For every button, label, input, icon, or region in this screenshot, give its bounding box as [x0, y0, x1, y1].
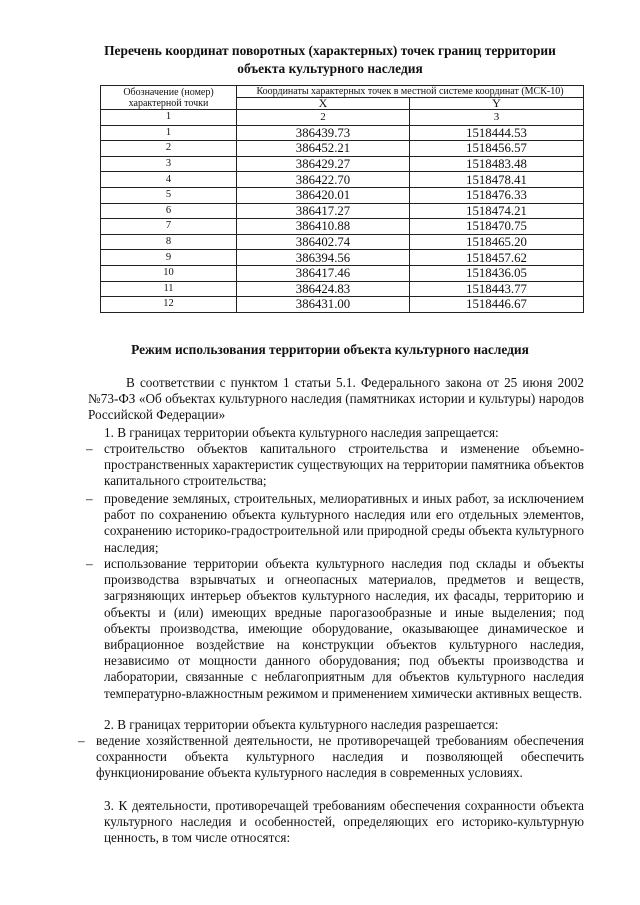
- y-coordinate: 1518444.53: [410, 125, 584, 141]
- point-number: 11: [101, 281, 237, 297]
- point-number: 12: [101, 297, 237, 313]
- y-coordinate: 1518478.41: [410, 172, 584, 188]
- item-1-heading: 1. В границах территории объекта культурного наследия запрещается:: [104, 425, 499, 440]
- point-number: 7: [101, 219, 237, 235]
- dash-marker: –: [86, 441, 93, 456]
- x-coordinate: 386420.01: [237, 187, 410, 203]
- table-row: [101, 172, 584, 188]
- index-cell: 1: [101, 110, 237, 126]
- point-number: 5: [101, 187, 237, 203]
- point-number: 3: [101, 156, 237, 172]
- dash-marker: –: [86, 491, 93, 506]
- y-coordinate: 1518457.62: [410, 250, 584, 266]
- point-number: 8: [101, 234, 237, 250]
- y-coordinate: 1518446.67: [410, 297, 584, 313]
- y-coordinate: 1518474.21: [410, 203, 584, 219]
- item-3-paragraph: 3. К деятельности, противоречащей требованиям обеспечения сохранности объекта культурного наследия и особенностей, определяющих его историко-культурную ценность, в том числе относятся:: [104, 798, 584, 846]
- dash-marker: –: [86, 556, 93, 571]
- x-coordinate: 386417.27: [237, 203, 410, 219]
- point-number: 9: [101, 250, 237, 266]
- x-coordinate: 386417.46: [237, 265, 410, 281]
- y-coordinate: 1518436.05: [410, 265, 584, 281]
- table-row: [101, 265, 584, 281]
- y-coordinate: 1518465.20: [410, 234, 584, 250]
- x-coordinate: 386424.83: [237, 281, 410, 297]
- x-coordinate: 386394.56: [237, 250, 410, 266]
- x-coordinate: 386439.73: [237, 125, 410, 141]
- prohibited-bullet: использование территории объекта культурного наследия под склады и объекты производства взрывчатых и огнеопасных материалов, предметов и веществ, загрязняющих интерьер объектов культурного наследия, их фасады, территорию и объекты и (или) имеющих вредные парогазообразные и иные выделения; под объекты производства, имеющие оборудование, оказывающее динамическое и вибрационное воздействие на конструкции объектов культурного наследия, независимо от мощности данного оборудования; под объекты производства и лаборатории, связанные с неблагоприятным для объектов культурного наследия температурно-влажностным режимом и применением химически активных веществ.: [104, 556, 584, 701]
- y-coordinate: 1518470.75: [410, 219, 584, 235]
- prohibited-bullet: проведение земляных, строительных, мелиоративных и иных работ, за исключением работ по сохранению объекта культурного наследия или его отдельных элементов, сохранению историко-градостроительной или природной среды объекта культурного наследия;: [104, 491, 584, 555]
- intro-text: В соответствии с пунктом 1 статьи 5.1. Федерального закона от 25 июня 2002 №73-ФЗ «Об объектах культурного наследия (памятниках истории и культуры) народов Российской Федерации»: [88, 375, 584, 423]
- dash-marker: –: [78, 733, 85, 748]
- table-row: [101, 297, 584, 313]
- table-row: [101, 203, 584, 219]
- y-coordinate: 1518476.33: [410, 187, 584, 203]
- table-row: [101, 281, 584, 297]
- x-coordinate: 386429.27: [237, 156, 410, 172]
- permitted-bullet: ведение хозяйственной деятельности, не противоречащей требованиям обеспечения сохранности объекта культурного наследия и позволяющей обеспечить функционирование объекта культурного наследия в современных условиях.: [96, 733, 584, 781]
- coordinates-table: [100, 85, 584, 313]
- header-y-cell: Y: [410, 98, 584, 110]
- table-row: [101, 187, 584, 203]
- table-row: [101, 125, 584, 141]
- document-title: [60, 42, 600, 78]
- table-row: [101, 141, 584, 157]
- y-coordinate: 1518443.77: [410, 281, 584, 297]
- point-number: 6: [101, 203, 237, 219]
- point-number: 10: [101, 265, 237, 281]
- x-coordinate: 386431.00: [237, 297, 410, 313]
- point-number: 2: [101, 141, 237, 157]
- intro-paragraph: [88, 375, 584, 424]
- y-coordinate: 1518483.48: [410, 156, 584, 172]
- title-line-1: Перечень координат поворотных (характерных) точек границ территории: [104, 43, 556, 58]
- table-row: [101, 250, 584, 266]
- x-coordinate: 386422.70: [237, 172, 410, 188]
- table-row: [101, 156, 584, 172]
- table-index-row: [101, 110, 584, 126]
- point-number: 4: [101, 172, 237, 188]
- x-coordinate: 386452.21: [237, 141, 410, 157]
- index-cell: 3: [410, 110, 584, 126]
- table-row: [101, 219, 584, 235]
- header-coords-cell: Координаты характерных точек в местной системе координат (МСК-10): [237, 86, 584, 98]
- prohibited-bullet: строительство объектов капитального строительства и изменение объемно-пространственных характеристик существующих на территории памятника объектов капитального строительства;: [104, 441, 584, 489]
- section-title: Режим использования территории объекта культурного наследия: [131, 342, 529, 357]
- table-row: [101, 234, 584, 250]
- index-cell: 2: [237, 110, 410, 126]
- table-header-row: [101, 86, 584, 98]
- y-coordinate: 1518456.57: [410, 141, 584, 157]
- title-line-2: объекта культурного наследия: [237, 61, 423, 76]
- header-x-cell: X: [237, 98, 410, 110]
- item-2-heading: 2. В границах территории объекта культурного наследия разрешается:: [104, 717, 499, 732]
- point-number: 1: [101, 125, 237, 141]
- x-coordinate: 386402.74: [237, 234, 410, 250]
- header-point-cell: Обозначение (номер) характерной точки: [101, 86, 237, 110]
- x-coordinate: 386410.88: [237, 219, 410, 235]
